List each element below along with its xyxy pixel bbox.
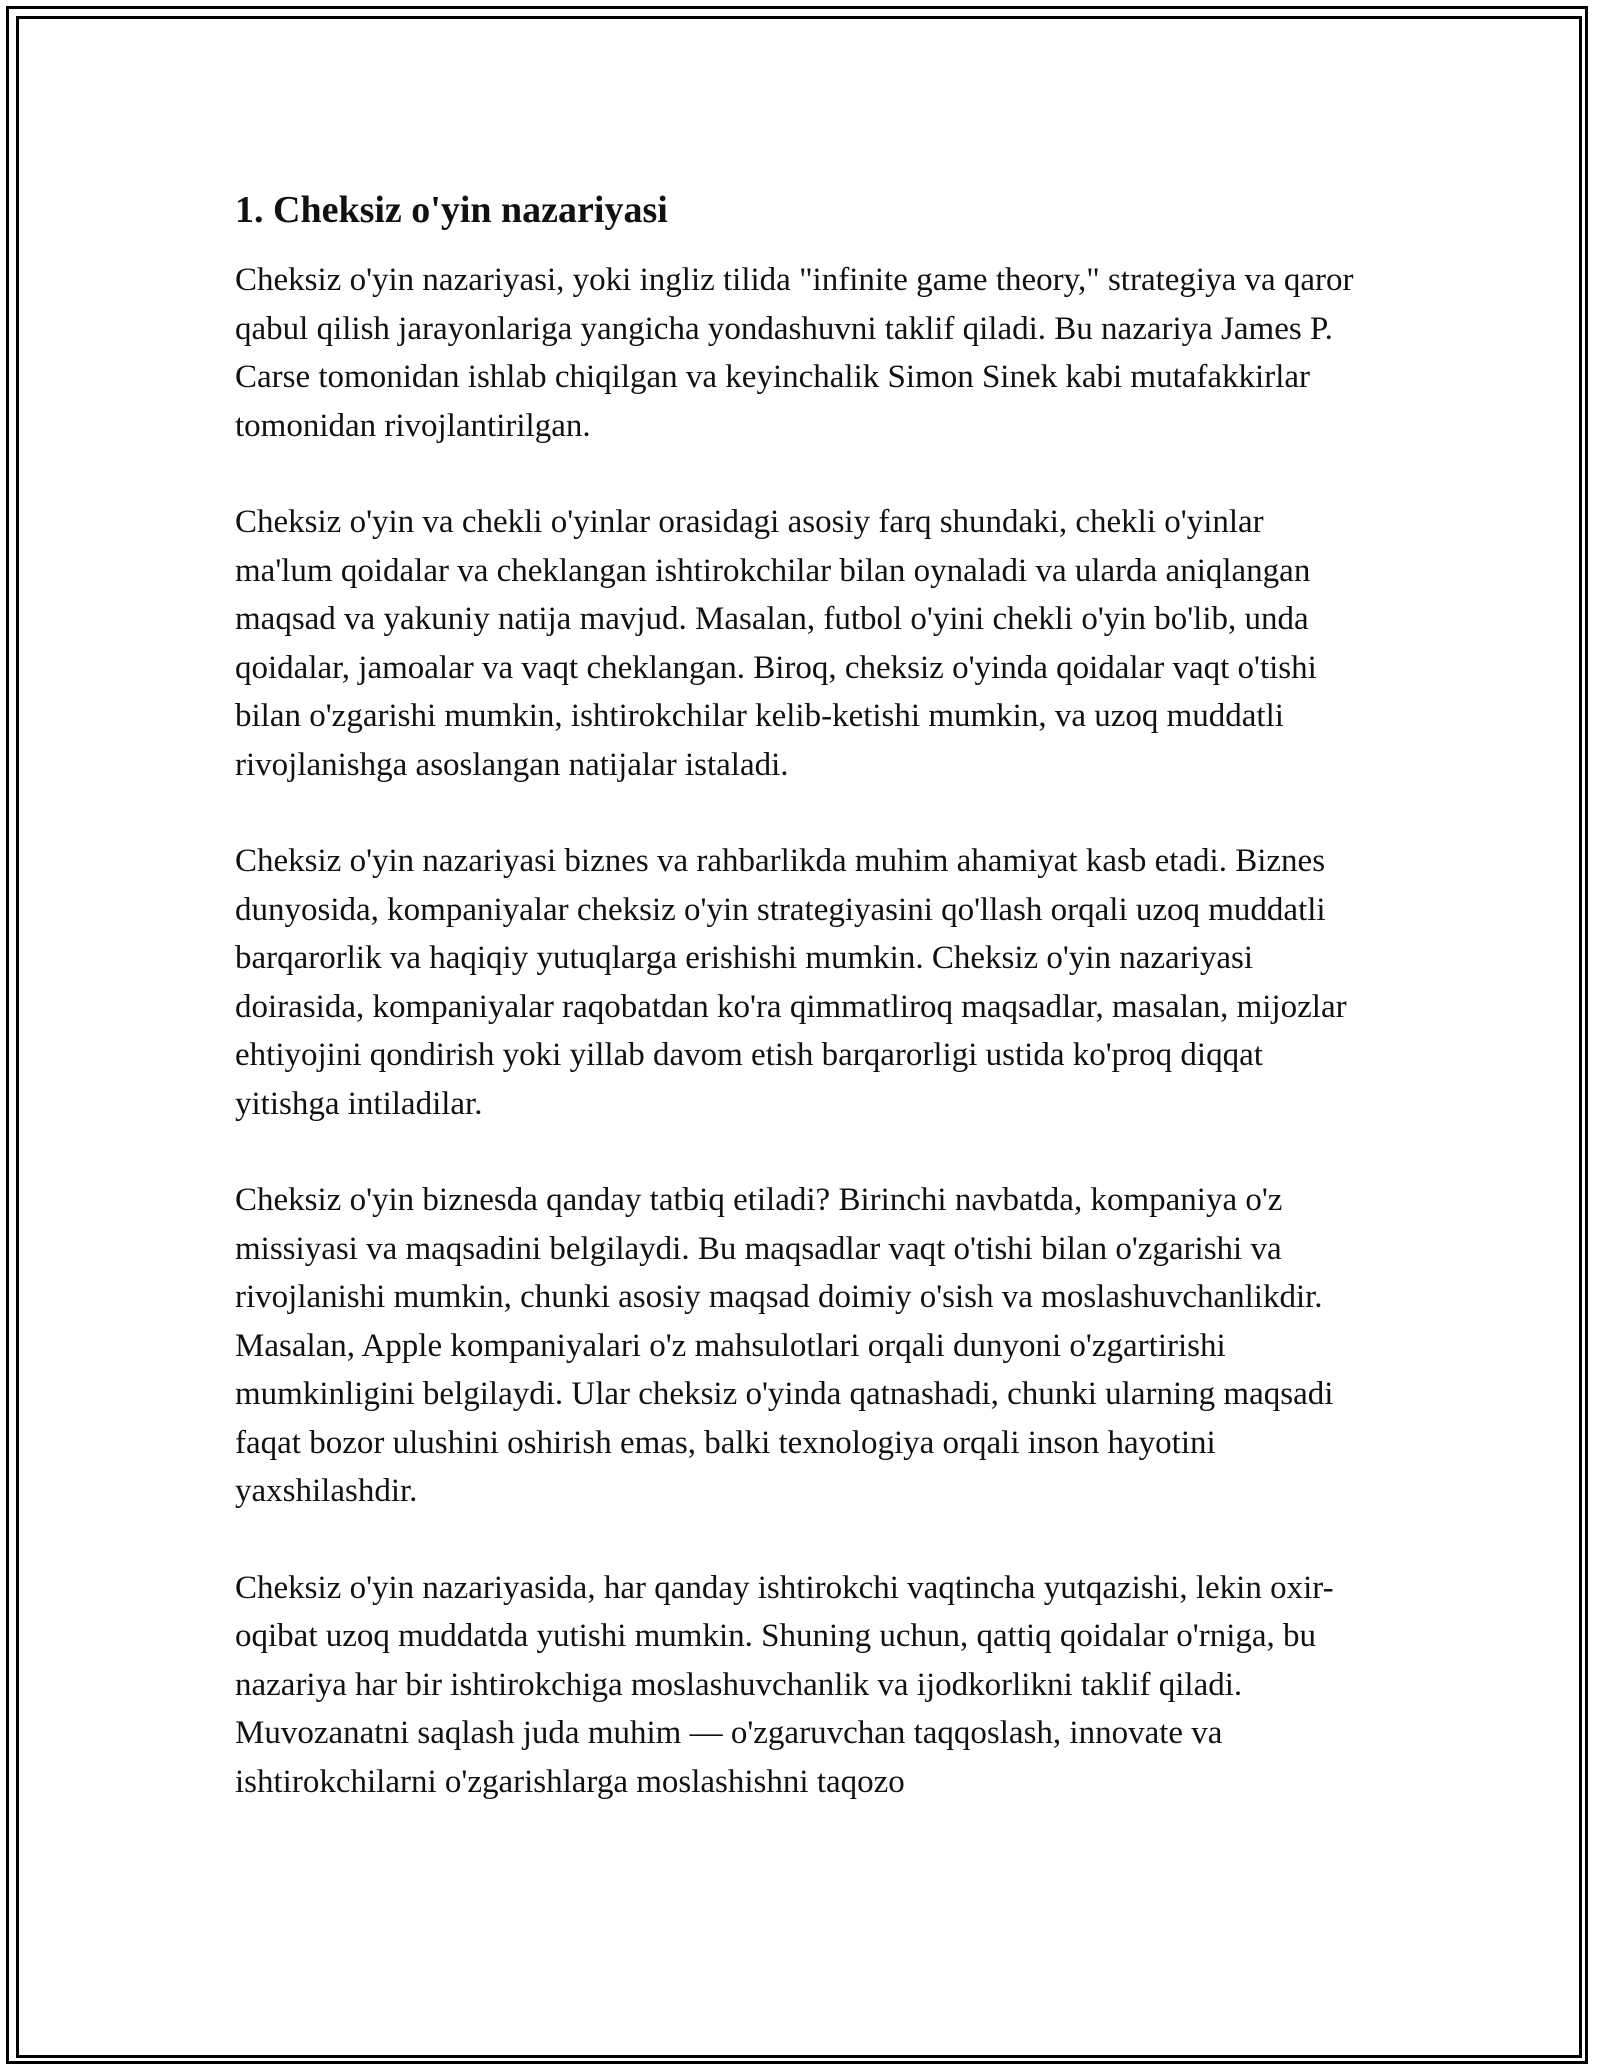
paragraph-3: Cheksiz o'yin nazariyasi biznes va rahbarlikda muhim ahamiyat kasb etadi. Biznes dunyosida, kompaniyalar cheksiz o'yin strategiyasini qo'llash orqali uzoq muddatli barqarorlik va haqiqiy yutuqlarga erishishi mumkin. Cheksiz o'yin nazariyasi doirasida, kompaniyalar raqobatdan ko'ra qimmatliroq maqsadlar, masalan, mijozlar ehtiyojini qondirish yoki yillab davom etish barqarorligi ustida ko'proq diqqat yitishga intiladilar.: [235, 843, 1347, 1122]
paragraph-4: Cheksiz o'yin biznesda qanday tatbiq etiladi? Birinchi navbatda, kompaniya o'z missiyasi va maqsadini belgilaydi. Bu maqsadlar vaqt o'tishi bilan o'zgarishi va rivojlanishi mumkin, chunki asosiy maqsad doimiy o'sish va moslashuvchanlikdir. Masalan, Apple kompaniyalari o'z mahsulotlari orqali dunyoni o'zgartirishi mumkinligini belgilaydi. Ular cheksiz o'yinda qatnashadi, chunki ularning maqsadi faqat bozor ulushini oshirish emas, balki texnologiya orqali inson hayotini yaxshilashdir.: [235, 1182, 1334, 1509]
section-title: 1. Cheksiz o'yin nazariyasi: [235, 189, 668, 231]
paragraph-5: Cheksiz o'yin nazariyasida, har qanday ishtirokchi vaqtincha yutqazishi, lekin oxir-oqibat uzoq muddatda yutishi mumkin. Shuning uchun, qattiq qoidalar o'rniga, bu nazariya har bir ishtirokchiga moslashuvchanlik va ijodkorlikni taklif qiladi. Muvozanatni saqlash juda muhim — o'zgaruvchan taqqoslash, innovate va ishtirokchilarni o'zgarishlarga moslashishni taqozo: [235, 1569, 1334, 1800]
paragraph-1: Cheksiz o'yin nazariyasi, yoki ingliz tilida "infinite game theory," strategiya va qaror qabul qilish jarayonlariga yangicha yondashuvni taklif qiladi. Bu nazariya James P. Carse tomonidan ishlab chiqilgan va keyinchalik Simon Sinek kabi mutafakkirlar tomonidan rivojlantirilgan.: [235, 262, 1354, 444]
paragraph-2: Cheksiz o'yin va chekli o'yinlar orasidagi asosiy farq shundaki, chekli o'yinlar ma'lum qoidalar va cheklangan ishtirokchilar bilan oynaladi va ularda aniqlangan maqsad va yakuniy natija mavjud. Masalan, futbol o'yini chekli o'yin bo'lib, unda qoidalar, jamoalar va vaqt cheklangan. Biroq, cheksiz o'yinda qoidalar vaqt o'tishi bilan o'zgarishi mumkin, ishtirokchilar kelib-ketishi mumkin, va uzoq muddatli rivojlanishga asoslangan natijalar istaladi.: [235, 504, 1317, 783]
document-body: [235, 186, 1355, 1854]
